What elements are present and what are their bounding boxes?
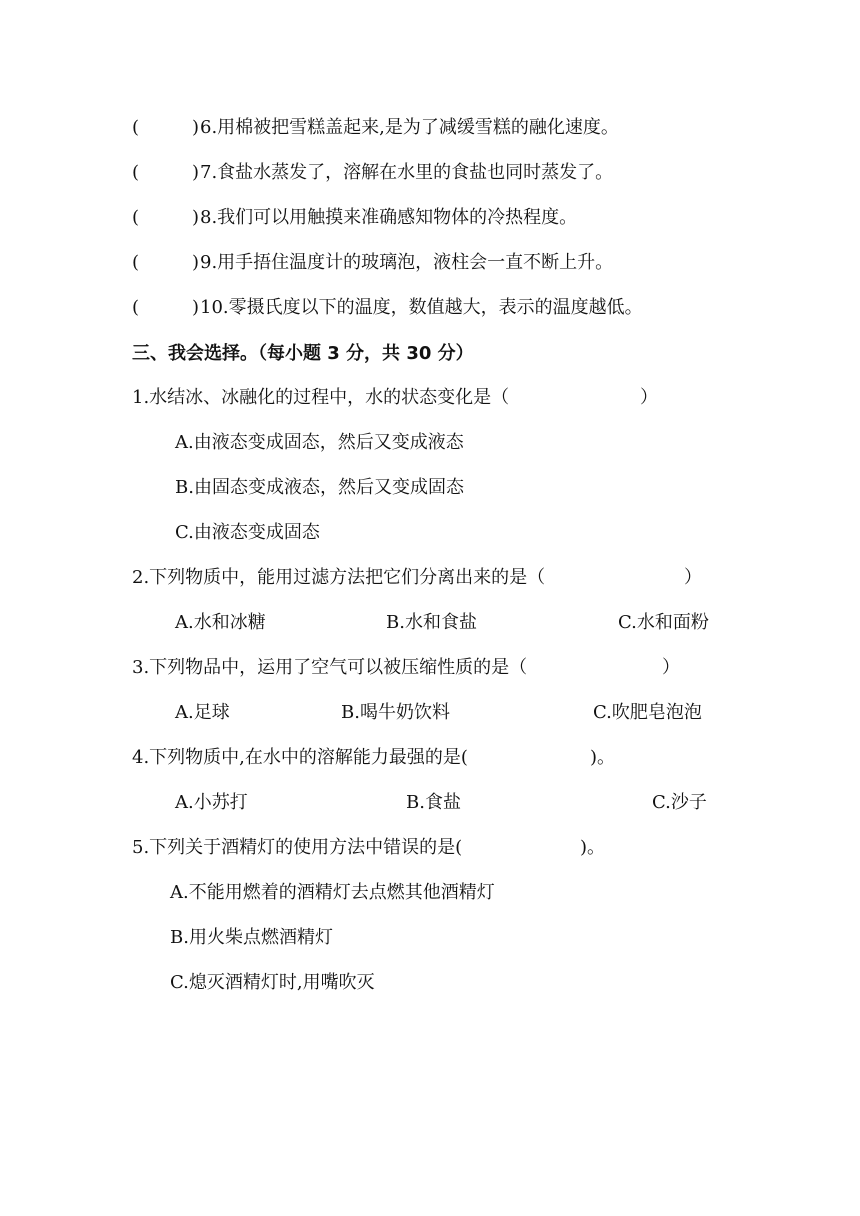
question-text: 4.下列物质中,在水中的溶解能力最强的是( [132,747,468,768]
option: B.由固态变成液态，然后又变成固态 [175,477,464,498]
option: C.熄灭酒精灯时,用嘴吹灭 [170,972,375,993]
section-heading: 三、我会选择。（每小题 3 分，共 30 分） [132,343,474,364]
question-text: 5.下列关于酒精灯的使用方法中错误的是( [132,837,463,858]
answer-paren-close: ) [192,117,200,138]
answer-paren-close: )。 [580,837,606,858]
question-text: 3.下列物品中，运用了空气可以被压缩性质的是（ [132,657,528,678]
answer-paren-open: ( [132,117,140,138]
option: C.由液态变成固态 [175,522,320,543]
answer-paren-open: ( [132,162,140,183]
answer-paren-open: ( [132,297,140,318]
answer-paren-close: ) [192,162,200,183]
option: C.水和面粉 [618,612,709,633]
judgment-text: 8.我们可以用触摸来准确感知物体的冷热程度。 [200,207,578,228]
option: C.吹肥皂泡泡 [593,702,702,723]
option: A.水和冰糖 [175,612,266,633]
answer-paren-open: ( [132,252,140,273]
answer-paren-close: ) [192,297,200,318]
answer-paren-close: ） [662,657,680,678]
option: A.由液态变成固态，然后又变成液态 [175,432,464,453]
option: A.不能用燃着的酒精灯去点燃其他酒精灯 [170,882,495,903]
answer-paren-close: ） [684,567,702,588]
option: B.水和食盐 [386,612,477,633]
answer-paren-close: ) [192,252,200,273]
question-text: 2.下列物质中，能用过滤方法把它们分离出来的是（ [132,567,546,588]
judgment-text: 10.零摄氏度以下的温度，数值越大，表示的温度越低。 [200,297,643,318]
option: A.足球 [175,702,230,723]
question-text: 1.水结冰、冰融化的过程中，水的状态变化是（ [132,387,510,408]
answer-paren-close: ） [640,387,658,408]
judgment-text: 6.用棉被把雪糕盖起来,是为了减缓雪糕的融化速度。 [200,117,619,138]
option: B.用火柴点燃酒精灯 [170,927,333,948]
answer-paren-close: ) [192,207,200,228]
option: B.喝牛奶饮料 [341,702,450,723]
option: A.小苏打 [175,792,248,813]
option: B.食盐 [406,792,461,813]
judgment-text: 7.食盐水蒸发了，溶解在水里的食盐也同时蒸发了。 [200,162,614,183]
judgment-text: 9.用手捂住温度计的玻璃泡，液柱会一直不断上升。 [200,252,614,273]
option: C.沙子 [652,792,707,813]
answer-paren-close: )。 [590,747,616,768]
answer-paren-open: ( [132,207,140,228]
